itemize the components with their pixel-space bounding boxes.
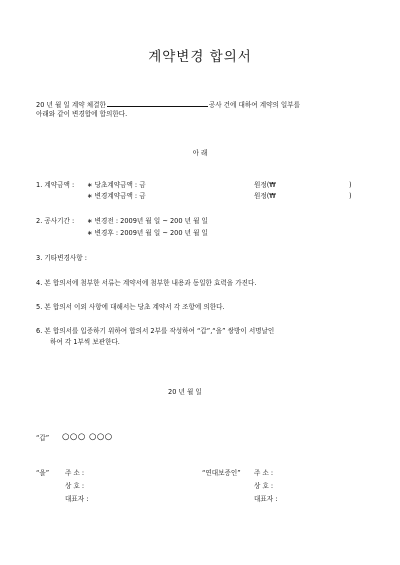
period-after-change: ∗ 변경후 : 2009년 월 일 ~ 200 년 월 일 <box>87 229 208 237</box>
party-b-representative: 대표자 : <box>65 495 89 503</box>
original-contract-amount: ∗ 당초계약금액 : 금 <box>87 181 146 189</box>
item-6-line-1: 6. 본 합의서를 입증하기 위하여 합의서 2부를 작성하여 “갑”,“을” 쌍방이 서명날인 <box>36 327 275 335</box>
item-6-line-2: 하여 각 1부씩 보관한다. <box>50 338 120 346</box>
signing-date: 20 년 월 일 <box>168 388 202 396</box>
changed-amount-close: ) <box>349 192 352 200</box>
party-b-trade-name: 상 호 : <box>65 482 85 490</box>
item-3-other-changes: 3. 기타변경사항 : <box>36 254 87 262</box>
party-b-address: 주 소 : <box>65 469 85 477</box>
guarantor-trade-name: 상 호 : <box>254 482 274 490</box>
intro-line-2: 아래와 같이 변경합에 합의한다. <box>36 110 128 118</box>
item-5-other-matters: 5. 본 합의서 이외 사항에 대해서는 당초 계약서 각 조항에 의한다. <box>36 303 225 311</box>
changed-amount-won: 원정(₩ <box>254 192 276 200</box>
section-heading: 아 래 <box>192 149 208 157</box>
project-name-blank[interactable] <box>107 99 208 107</box>
period-before-change: ∗ 변경전 : 2009년 월 일 ~ 200 년 월 일 <box>87 217 208 225</box>
intro-line-1-start: 20 년 월 일 계약 체결한 <box>36 101 106 109</box>
changed-contract-amount: ∗ 변경계약금액 : 금 <box>87 192 146 200</box>
intro-line-1-end: 공사 건에 대하여 계약의 일부를 <box>208 101 301 109</box>
party-a-name: ○○○ ○○○ <box>62 432 113 442</box>
party-a-label: “갑” <box>36 434 50 442</box>
item-1-label: 1. 계약금액 : <box>36 181 75 189</box>
guarantor-label: “연대보증인” <box>202 469 241 477</box>
item-2-label: 2. 공사기간 : <box>36 217 75 225</box>
guarantor-representative: 대표자 : <box>254 495 278 503</box>
document-title: 계약변경 합의서 <box>148 49 252 65</box>
original-amount-close: ) <box>349 181 352 189</box>
item-4-attachments: 4. 본 합의서에 첨부한 서류는 계약서에 첨부한 내용과 동일한 효력을 가진다. <box>36 279 257 287</box>
party-b-label: “을” <box>36 469 50 477</box>
guarantor-address: 주 소 : <box>254 469 274 477</box>
intro-line-1 <box>36 99 300 109</box>
original-amount-won: 원정(₩ <box>254 181 276 189</box>
